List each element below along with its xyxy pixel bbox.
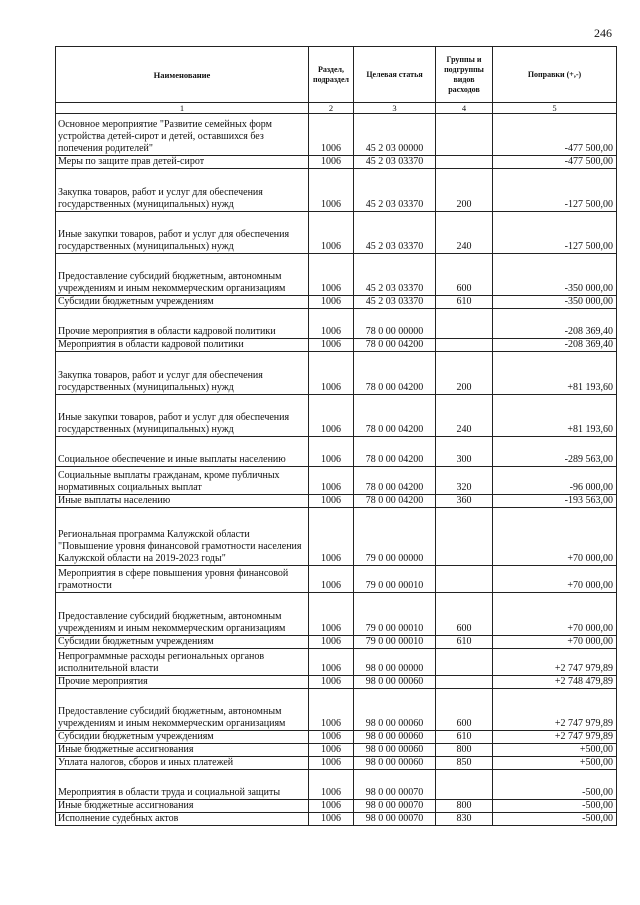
row-section: 1006 bbox=[309, 800, 354, 813]
row-name: Закупка товаров, работ и услуг для обеспечения государственных (муниципальных) нужд bbox=[56, 169, 309, 212]
row-section: 1006 bbox=[309, 495, 354, 508]
row-amount: +70 000,00 bbox=[493, 566, 617, 593]
row-article: 45 2 03 03370 bbox=[354, 156, 436, 169]
row-article: 98 0 00 00060 bbox=[354, 676, 436, 689]
row-section: 1006 bbox=[309, 254, 354, 296]
row-section: 1006 bbox=[309, 437, 354, 467]
row-group: 240 bbox=[436, 212, 493, 254]
row-section: 1006 bbox=[309, 770, 354, 800]
row-name: Социальные выплаты гражданам, кроме публичных нормативных социальных выплат bbox=[56, 467, 309, 495]
row-group: 200 bbox=[436, 169, 493, 212]
table-row bbox=[56, 156, 617, 169]
table-row bbox=[56, 212, 617, 254]
row-amount: +81 193,60 bbox=[493, 352, 617, 395]
row-section: 1006 bbox=[309, 566, 354, 593]
row-section: 1006 bbox=[309, 296, 354, 309]
row-section: 1006 bbox=[309, 676, 354, 689]
row-article: 98 0 00 00060 bbox=[354, 731, 436, 744]
row-group: 610 bbox=[436, 731, 493, 744]
table-row bbox=[56, 800, 617, 813]
table-row bbox=[56, 636, 617, 649]
row-group: 830 bbox=[436, 813, 493, 826]
table-row bbox=[56, 254, 617, 296]
column-number: 3 bbox=[354, 103, 436, 114]
row-group: 320 bbox=[436, 467, 493, 495]
row-group: 850 bbox=[436, 757, 493, 770]
row-amount: +500,00 bbox=[493, 744, 617, 757]
table-row bbox=[56, 593, 617, 636]
row-article: 45 2 03 03370 bbox=[354, 212, 436, 254]
row-name: Мероприятия в области кадровой политики bbox=[56, 339, 309, 352]
row-name: Региональная программа Калужской области "Повышение уровня финансовой грамотности населения Калужской области на 2019-2023 годы" bbox=[56, 508, 309, 566]
table-row bbox=[56, 689, 617, 731]
table-row bbox=[56, 770, 617, 800]
row-group bbox=[436, 676, 493, 689]
row-amount: -208 369,40 bbox=[493, 339, 617, 352]
row-name: Мероприятия в сфере повышения уровня финансовой грамотности bbox=[56, 566, 309, 593]
row-amount: +2 747 979,89 bbox=[493, 649, 617, 676]
row-section: 1006 bbox=[309, 114, 354, 156]
row-name: Исполнение судебных актов bbox=[56, 813, 309, 826]
row-section: 1006 bbox=[309, 813, 354, 826]
row-article: 98 0 00 00060 bbox=[354, 689, 436, 731]
table-row bbox=[56, 508, 617, 566]
row-article: 45 2 03 03370 bbox=[354, 254, 436, 296]
table-row bbox=[56, 352, 617, 395]
row-article: 98 0 00 00060 bbox=[354, 744, 436, 757]
row-amount: +2 747 979,89 bbox=[493, 689, 617, 731]
table-row bbox=[56, 437, 617, 467]
row-section: 1006 bbox=[309, 731, 354, 744]
row-article: 79 0 00 00000 bbox=[354, 508, 436, 566]
header-section: Раздел, подраздел bbox=[309, 47, 354, 103]
row-article: 78 0 00 04200 bbox=[354, 495, 436, 508]
column-number: 5 bbox=[493, 103, 617, 114]
row-article: 98 0 00 00070 bbox=[354, 800, 436, 813]
column-number: 2 bbox=[309, 103, 354, 114]
row-amount: +70 000,00 bbox=[493, 636, 617, 649]
table-row bbox=[56, 649, 617, 676]
row-amount: -477 500,00 bbox=[493, 156, 617, 169]
row-section: 1006 bbox=[309, 212, 354, 254]
row-group bbox=[436, 114, 493, 156]
row-article: 45 2 03 03370 bbox=[354, 169, 436, 212]
row-name: Субсидии бюджетным учреждениям bbox=[56, 731, 309, 744]
row-group bbox=[436, 156, 493, 169]
row-section: 1006 bbox=[309, 636, 354, 649]
page-number: 246 bbox=[594, 26, 612, 40]
column-number: 1 bbox=[56, 103, 309, 114]
row-section: 1006 bbox=[309, 169, 354, 212]
row-amount: -500,00 bbox=[493, 813, 617, 826]
row-amount: -350 000,00 bbox=[493, 254, 617, 296]
table-row bbox=[56, 813, 617, 826]
row-group: 600 bbox=[436, 689, 493, 731]
row-group: 610 bbox=[436, 636, 493, 649]
row-name: Предоставление субсидий бюджетным, автономным учреждениям и иным некоммерческим организациям bbox=[56, 593, 309, 636]
row-name: Иные бюджетные ассигнования bbox=[56, 800, 309, 813]
row-name: Субсидии бюджетным учреждениям bbox=[56, 636, 309, 649]
table-row bbox=[56, 495, 617, 508]
row-group bbox=[436, 309, 493, 339]
table-row bbox=[56, 757, 617, 770]
row-name: Иные закупки товаров, работ и услуг для обеспечения государственных (муниципальных) нужд bbox=[56, 212, 309, 254]
table-row bbox=[56, 566, 617, 593]
table-row bbox=[56, 309, 617, 339]
row-section: 1006 bbox=[309, 649, 354, 676]
row-section: 1006 bbox=[309, 689, 354, 731]
row-section: 1006 bbox=[309, 467, 354, 495]
row-group: 610 bbox=[436, 296, 493, 309]
row-amount: +81 193,60 bbox=[493, 395, 617, 437]
table-header-row bbox=[56, 47, 617, 103]
row-article: 78 0 00 04200 bbox=[354, 467, 436, 495]
table-row bbox=[56, 467, 617, 495]
row-article: 98 0 00 00070 bbox=[354, 770, 436, 800]
row-amount: +2 747 979,89 bbox=[493, 731, 617, 744]
row-group: 200 bbox=[436, 352, 493, 395]
row-article: 98 0 00 00060 bbox=[354, 757, 436, 770]
row-name: Иные закупки товаров, работ и услуг для обеспечения государственных (муниципальных) нужд bbox=[56, 395, 309, 437]
row-amount: -127 500,00 bbox=[493, 169, 617, 212]
row-amount: -127 500,00 bbox=[493, 212, 617, 254]
row-group: 800 bbox=[436, 744, 493, 757]
table-row bbox=[56, 169, 617, 212]
row-amount: +70 000,00 bbox=[493, 508, 617, 566]
row-article: 45 2 03 00000 bbox=[354, 114, 436, 156]
row-name: Иные бюджетные ассигнования bbox=[56, 744, 309, 757]
row-group bbox=[436, 649, 493, 676]
row-name: Иные выплаты населению bbox=[56, 495, 309, 508]
row-name: Предоставление субсидий бюджетным, автономным учреждениям и иным некоммерческим организациям bbox=[56, 689, 309, 731]
row-amount: -350 000,00 bbox=[493, 296, 617, 309]
row-article: 79 0 00 00010 bbox=[354, 566, 436, 593]
row-amount: +500,00 bbox=[493, 757, 617, 770]
row-amount: -500,00 bbox=[493, 770, 617, 800]
row-name: Социальное обеспечение и иные выплаты населению bbox=[56, 437, 309, 467]
row-section: 1006 bbox=[309, 508, 354, 566]
row-name: Мероприятия в области труда и социальной защиты bbox=[56, 770, 309, 800]
row-group bbox=[436, 339, 493, 352]
row-article: 79 0 00 00010 bbox=[354, 593, 436, 636]
row-group: 600 bbox=[436, 593, 493, 636]
row-section: 1006 bbox=[309, 593, 354, 636]
row-section: 1006 bbox=[309, 309, 354, 339]
row-group: 300 bbox=[436, 437, 493, 467]
row-name: Прочие мероприятия в области кадровой политики bbox=[56, 309, 309, 339]
table-row bbox=[56, 296, 617, 309]
row-amount: +2 748 479,89 bbox=[493, 676, 617, 689]
row-article: 78 0 00 04200 bbox=[354, 339, 436, 352]
row-name: Уплата налогов, сборов и иных платежей bbox=[56, 757, 309, 770]
row-amount: -477 500,00 bbox=[493, 114, 617, 156]
table-body bbox=[56, 114, 617, 826]
row-group: 240 bbox=[436, 395, 493, 437]
column-number-row bbox=[56, 103, 617, 114]
row-amount: -289 563,00 bbox=[493, 437, 617, 467]
header-amendments: Поправки (+,-) bbox=[493, 47, 617, 103]
row-section: 1006 bbox=[309, 744, 354, 757]
row-article: 98 0 00 00070 bbox=[354, 813, 436, 826]
budget-amendments-table bbox=[55, 46, 617, 826]
row-article: 78 0 00 00000 bbox=[354, 309, 436, 339]
table-row bbox=[56, 676, 617, 689]
header-article: Целевая статья bbox=[354, 47, 436, 103]
table-row bbox=[56, 731, 617, 744]
row-article: 78 0 00 04200 bbox=[354, 352, 436, 395]
row-group: 800 bbox=[436, 800, 493, 813]
row-section: 1006 bbox=[309, 395, 354, 437]
row-section: 1006 bbox=[309, 339, 354, 352]
row-name: Прочие мероприятия bbox=[56, 676, 309, 689]
table-row bbox=[56, 744, 617, 757]
column-number: 4 bbox=[436, 103, 493, 114]
row-group: 360 bbox=[436, 495, 493, 508]
row-amount: -96 000,00 bbox=[493, 467, 617, 495]
row-amount: -500,00 bbox=[493, 800, 617, 813]
header-name: Наименование bbox=[56, 47, 309, 103]
row-group bbox=[436, 770, 493, 800]
row-name: Меры по защите прав детей-сирот bbox=[56, 156, 309, 169]
row-name: Предоставление субсидий бюджетным, автономным учреждениям и иным некоммерческим организациям bbox=[56, 254, 309, 296]
row-name: Субсидии бюджетным учреждениям bbox=[56, 296, 309, 309]
row-amount: -193 563,00 bbox=[493, 495, 617, 508]
header-groups: Группы и подгруппы видов расходов bbox=[436, 47, 493, 103]
row-name: Непрограммные расходы региональных органов исполнительной власти bbox=[56, 649, 309, 676]
row-name: Закупка товаров, работ и услуг для обеспечения государственных (муниципальных) нужд bbox=[56, 352, 309, 395]
row-group bbox=[436, 508, 493, 566]
table-row bbox=[56, 114, 617, 156]
row-section: 1006 bbox=[309, 757, 354, 770]
row-section: 1006 bbox=[309, 352, 354, 395]
row-group bbox=[436, 566, 493, 593]
row-article: 78 0 00 04200 bbox=[354, 395, 436, 437]
row-article: 45 2 03 03370 bbox=[354, 296, 436, 309]
row-group: 600 bbox=[436, 254, 493, 296]
row-article: 78 0 00 04200 bbox=[354, 437, 436, 467]
row-amount: +70 000,00 bbox=[493, 593, 617, 636]
row-name: Основное мероприятие "Развитие семейных форм устройства детей-сирот и детей, оставшихся без попечения родителей" bbox=[56, 114, 309, 156]
row-article: 98 0 00 00000 bbox=[354, 649, 436, 676]
row-section: 1006 bbox=[309, 156, 354, 169]
table-row bbox=[56, 339, 617, 352]
row-article: 79 0 00 00010 bbox=[354, 636, 436, 649]
row-amount: -208 369,40 bbox=[493, 309, 617, 339]
table-row bbox=[56, 395, 617, 437]
